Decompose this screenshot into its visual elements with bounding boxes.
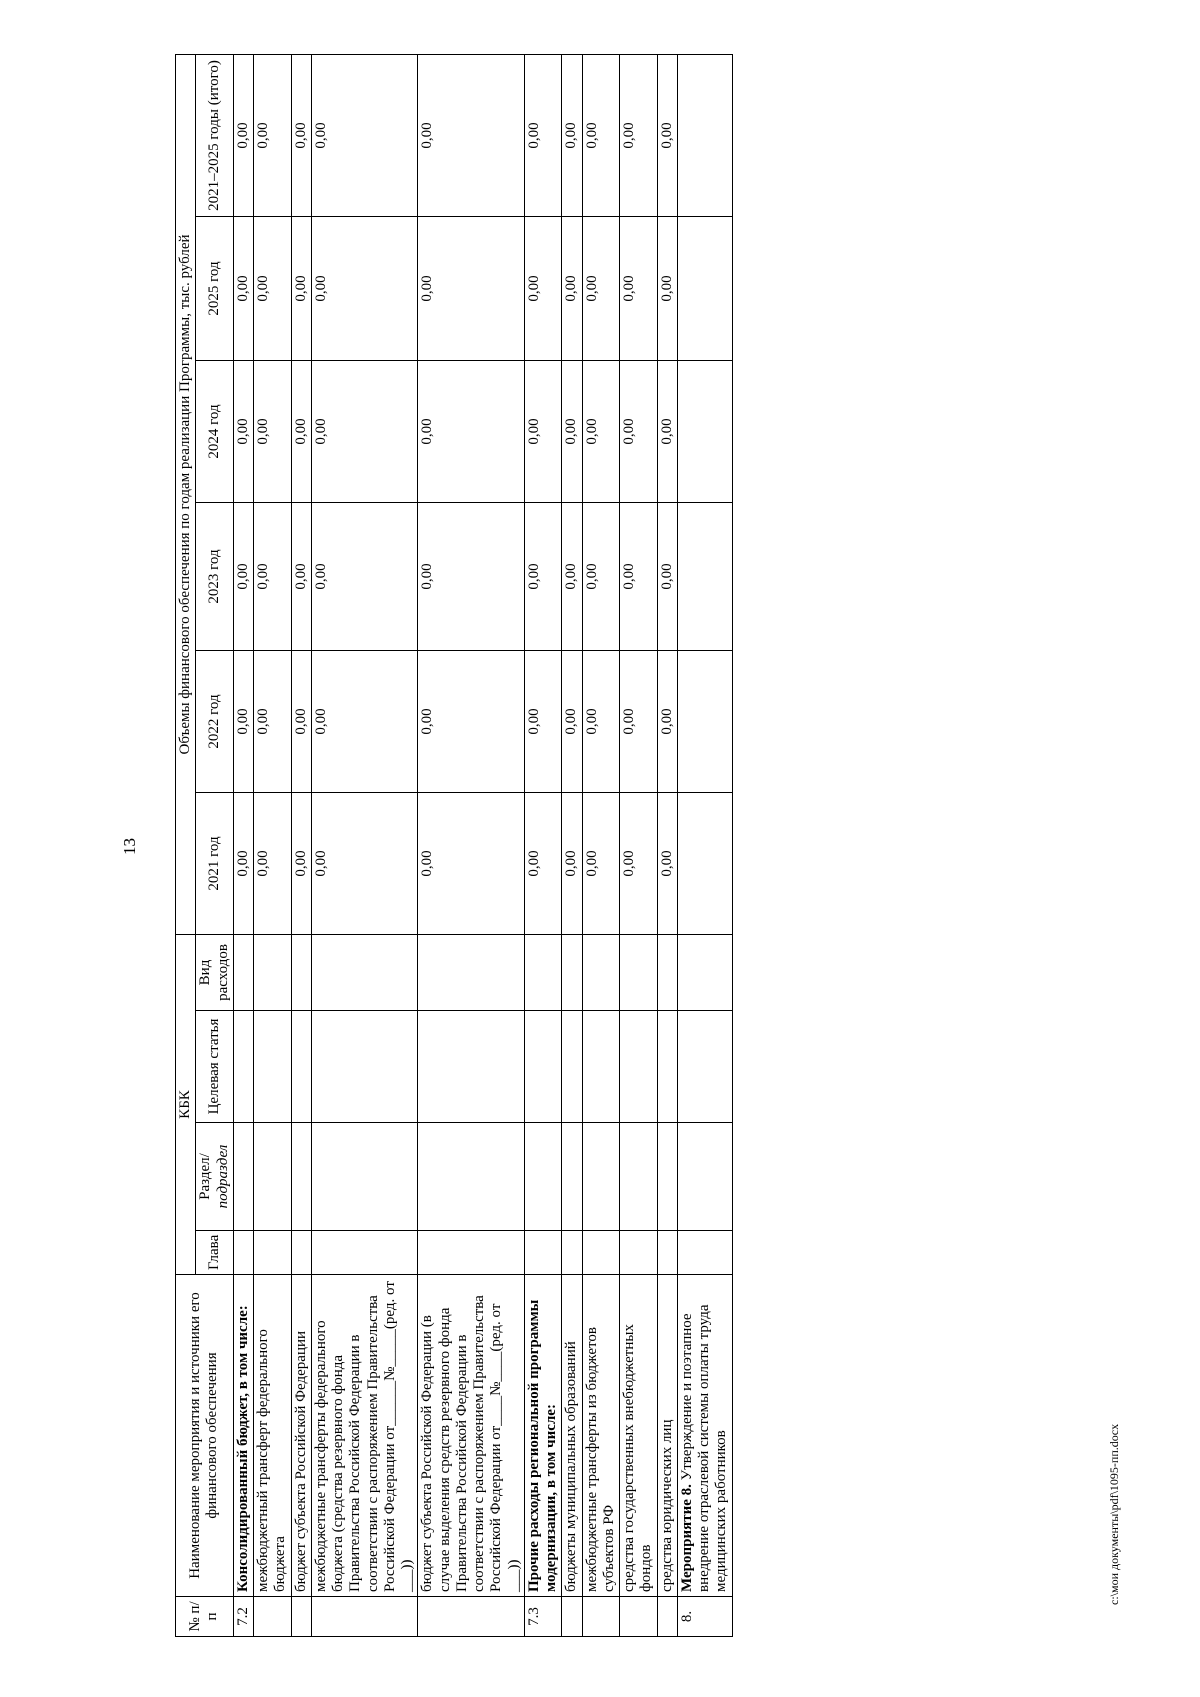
value-cell: 0,00 [311, 54, 418, 216]
kbk-cell [562, 1231, 582, 1275]
row-number: 7.3 [524, 1597, 562, 1637]
value-cell: 0,00 [254, 217, 292, 361]
header-year-total: 2021–2025 годы (итого) [196, 54, 234, 216]
row-number [562, 1597, 582, 1637]
kbk-cell [657, 1123, 677, 1231]
value-cell: 0,00 [311, 793, 418, 935]
value-cell: 0,00 [311, 651, 418, 793]
value-cell: 0,00 [620, 361, 658, 503]
value-cell: 0,00 [657, 217, 677, 361]
kbk-cell [418, 1231, 525, 1275]
value-cell: 0,00 [418, 503, 525, 651]
value-cell: 0,00 [291, 54, 311, 216]
kbk-cell [254, 1231, 292, 1275]
kbk-cell [524, 935, 562, 1011]
row-name [524, 1275, 562, 1597]
kbk-cell [677, 935, 732, 1011]
row-name-text: бюджет субъекта Российской Федерации [292, 1330, 309, 1592]
kbk-cell [291, 1011, 311, 1123]
header-glava: Глава [196, 1231, 234, 1275]
header-year-2024: 2024 год [196, 361, 234, 503]
row-name-text: межбюджетные трансферты федерального бюджета (средства резервного фонда Правительства Российской Федерации в соответствии с распоряжением Правительства Российской Федерации от______№_____(ред. от ___)) [312, 1281, 415, 1592]
value-cell: 0,00 [233, 793, 253, 935]
page-number: 13 [120, 838, 139, 855]
value-cell: 0,00 [562, 54, 582, 216]
row-number: 7.2 [233, 1597, 253, 1637]
row-name-text: межбюджетный трансферт федерального бюджета [255, 1329, 289, 1592]
kbk-cell [657, 1231, 677, 1275]
value-cell: 0,00 [582, 217, 620, 361]
kbk-cell [582, 1123, 620, 1231]
row-name-bold: Консолидированный бюджет, в том числе: [234, 1305, 251, 1592]
kbk-cell [233, 1231, 253, 1275]
value-cell: 0,00 [291, 651, 311, 793]
kbk-cell [620, 935, 658, 1011]
value-cell: 0,00 [418, 217, 525, 361]
row-name-text: межбюджетные трансферты из бюджетов субъектов РФ [583, 1327, 617, 1592]
footer-path: c:\мои документы\pdf\1095-пп.docx [1107, 1423, 1121, 1605]
header-year-2022: 2022 год [196, 651, 234, 793]
row-number: 8. [677, 1597, 732, 1637]
value-cell: 0,00 [291, 503, 311, 651]
kbk-cell [254, 935, 292, 1011]
kbk-cell [677, 1123, 732, 1231]
row-name [677, 1275, 732, 1597]
table-row [524, 54, 562, 1636]
rotated-table-container [175, 55, 1035, 1637]
value-cell: 0,00 [524, 217, 562, 361]
value-cell: 0,00 [254, 651, 292, 793]
value-cell: 0,00 [524, 651, 562, 793]
value-cell: 0,00 [582, 503, 620, 651]
value-cell: 0,00 [233, 217, 253, 361]
header-name: Наименование мероприятия и источники его финансового обеспечения [176, 1275, 234, 1597]
kbk-cell [418, 1011, 525, 1123]
table-row [291, 54, 311, 1636]
header-kbk: КБК [176, 935, 196, 1275]
row-number [418, 1597, 525, 1637]
kbk-cell [677, 1231, 732, 1275]
value-cell: 0,00 [562, 217, 582, 361]
value-cell [677, 54, 732, 216]
table-row [620, 54, 658, 1636]
value-cell: 0,00 [233, 651, 253, 793]
row-name [233, 1275, 253, 1597]
kbk-cell [311, 935, 418, 1011]
value-cell: 0,00 [524, 361, 562, 503]
row-name-bold: Прочие расходы региональной программы модернизации, в том числе: [525, 1299, 559, 1592]
value-cell: 0,00 [233, 54, 253, 216]
kbk-cell [582, 1231, 620, 1275]
kbk-cell [677, 1011, 732, 1123]
value-cell [677, 361, 732, 503]
value-cell [677, 503, 732, 651]
value-cell: 0,00 [657, 54, 677, 216]
row-name-text: средства государственных внебюджетных фондов [621, 1324, 655, 1592]
value-cell: 0,00 [311, 503, 418, 651]
row-name [582, 1275, 620, 1597]
table-row [233, 54, 253, 1636]
table-row [562, 54, 582, 1636]
header-razdel-bottom: подраздел [214, 1144, 231, 1209]
kbk-cell [233, 935, 253, 1011]
row-name [418, 1275, 525, 1597]
value-cell: 0,00 [582, 651, 620, 793]
value-cell: 0,00 [254, 54, 292, 216]
value-cell: 0,00 [233, 503, 253, 651]
kbk-cell [524, 1123, 562, 1231]
value-cell: 0,00 [620, 793, 658, 935]
value-cell: 0,00 [254, 503, 292, 651]
kbk-cell [233, 1011, 253, 1123]
row-name [620, 1275, 658, 1597]
value-cell: 0,00 [524, 54, 562, 216]
kbk-cell [657, 935, 677, 1011]
header-year-2021: 2021 год [196, 793, 234, 935]
value-cell: 0,00 [657, 793, 677, 935]
header-vid: Вид расходов [196, 935, 234, 1011]
kbk-cell [582, 1011, 620, 1123]
value-cell: 0,00 [562, 503, 582, 651]
kbk-cell [620, 1231, 658, 1275]
row-name-bold: Мероприятие 8. [678, 1484, 695, 1592]
kbk-cell [562, 1123, 582, 1231]
table-row [418, 54, 525, 1636]
value-cell: 0,00 [562, 651, 582, 793]
kbk-cell [291, 1123, 311, 1231]
row-number [620, 1597, 658, 1637]
value-cell: 0,00 [582, 361, 620, 503]
kbk-cell [291, 935, 311, 1011]
header-razdel [196, 1123, 234, 1231]
kbk-cell [524, 1231, 562, 1275]
header-no: № п/п [176, 1597, 234, 1637]
value-cell: 0,00 [620, 651, 658, 793]
value-cell: 0,00 [657, 361, 677, 503]
kbk-cell [233, 1123, 253, 1231]
value-cell: 0,00 [582, 54, 620, 216]
row-name [657, 1275, 677, 1597]
row-name-text: бюджет субъекта Российской Федерации (в случае выделения средств резервного фонда Правительства Российской Федерации в соответствии с распоряжением Правительства Российской Федерации от____№____(ред. от ___)) [419, 1295, 522, 1592]
table-row [311, 54, 418, 1636]
header-razdel-top: Раздел/ [197, 1153, 214, 1200]
header-celevaya: Целевая статья [196, 1011, 234, 1123]
row-number [254, 1597, 292, 1637]
value-cell: 0,00 [291, 217, 311, 361]
kbk-cell [254, 1011, 292, 1123]
value-cell: 0,00 [291, 361, 311, 503]
value-cell: 0,00 [418, 651, 525, 793]
kbk-cell [562, 935, 582, 1011]
row-number [657, 1597, 677, 1637]
value-cell: 0,00 [620, 54, 658, 216]
kbk-cell [620, 1011, 658, 1123]
value-cell: 0,00 [418, 54, 525, 216]
row-number [291, 1597, 311, 1637]
kbk-cell [311, 1123, 418, 1231]
value-cell: 0,00 [562, 361, 582, 503]
table-row [582, 54, 620, 1636]
header-year-2025: 2025 год [196, 217, 234, 361]
row-name [562, 1275, 582, 1597]
financing-table [175, 54, 733, 1637]
value-cell: 0,00 [620, 503, 658, 651]
value-cell: 0,00 [254, 361, 292, 503]
value-cell: 0,00 [524, 503, 562, 651]
value-cell: 0,00 [291, 793, 311, 935]
row-number [582, 1597, 620, 1637]
value-cell: 0,00 [582, 793, 620, 935]
header-year-2023: 2023 год [196, 503, 234, 651]
table-body [233, 54, 732, 1636]
row-name-text: бюджеты муниципальных образований [563, 1341, 580, 1592]
kbk-cell [418, 935, 525, 1011]
value-cell: 0,00 [418, 361, 525, 503]
value-cell: 0,00 [524, 793, 562, 935]
header-row-1 [176, 54, 196, 1636]
kbk-cell [620, 1123, 658, 1231]
value-cell [677, 651, 732, 793]
value-cell: 0,00 [620, 217, 658, 361]
kbk-cell [418, 1123, 525, 1231]
value-cell: 0,00 [311, 217, 418, 361]
kbk-cell [582, 935, 620, 1011]
kbk-cell [254, 1123, 292, 1231]
kbk-cell [562, 1011, 582, 1123]
value-cell: 0,00 [311, 361, 418, 503]
table-row [677, 54, 732, 1636]
row-name [254, 1275, 292, 1597]
table-row [254, 54, 292, 1636]
value-cell: 0,00 [562, 793, 582, 935]
kbk-cell [657, 1011, 677, 1123]
kbk-cell [291, 1231, 311, 1275]
row-number [311, 1597, 418, 1637]
value-cell: 0,00 [418, 793, 525, 935]
value-cell [677, 217, 732, 361]
value-cell: 0,00 [233, 361, 253, 503]
header-volumes: Объемы финансового обеспечения по годам реализации Программы, тыс. рублей [176, 54, 196, 934]
kbk-cell [524, 1011, 562, 1123]
value-cell: 0,00 [254, 793, 292, 935]
value-cell: 0,00 [657, 503, 677, 651]
row-name [311, 1275, 418, 1597]
row-name-text: Утверждение и поэтапное внедрение отраслевой системы оплаты труда медицинских работников [678, 1304, 730, 1592]
row-name-text: средства юридических лиц [658, 1419, 675, 1592]
row-name [291, 1275, 311, 1597]
value-cell: 0,00 [657, 651, 677, 793]
kbk-cell [311, 1011, 418, 1123]
table-row [657, 54, 677, 1636]
value-cell [677, 793, 732, 935]
kbk-cell [311, 1231, 418, 1275]
